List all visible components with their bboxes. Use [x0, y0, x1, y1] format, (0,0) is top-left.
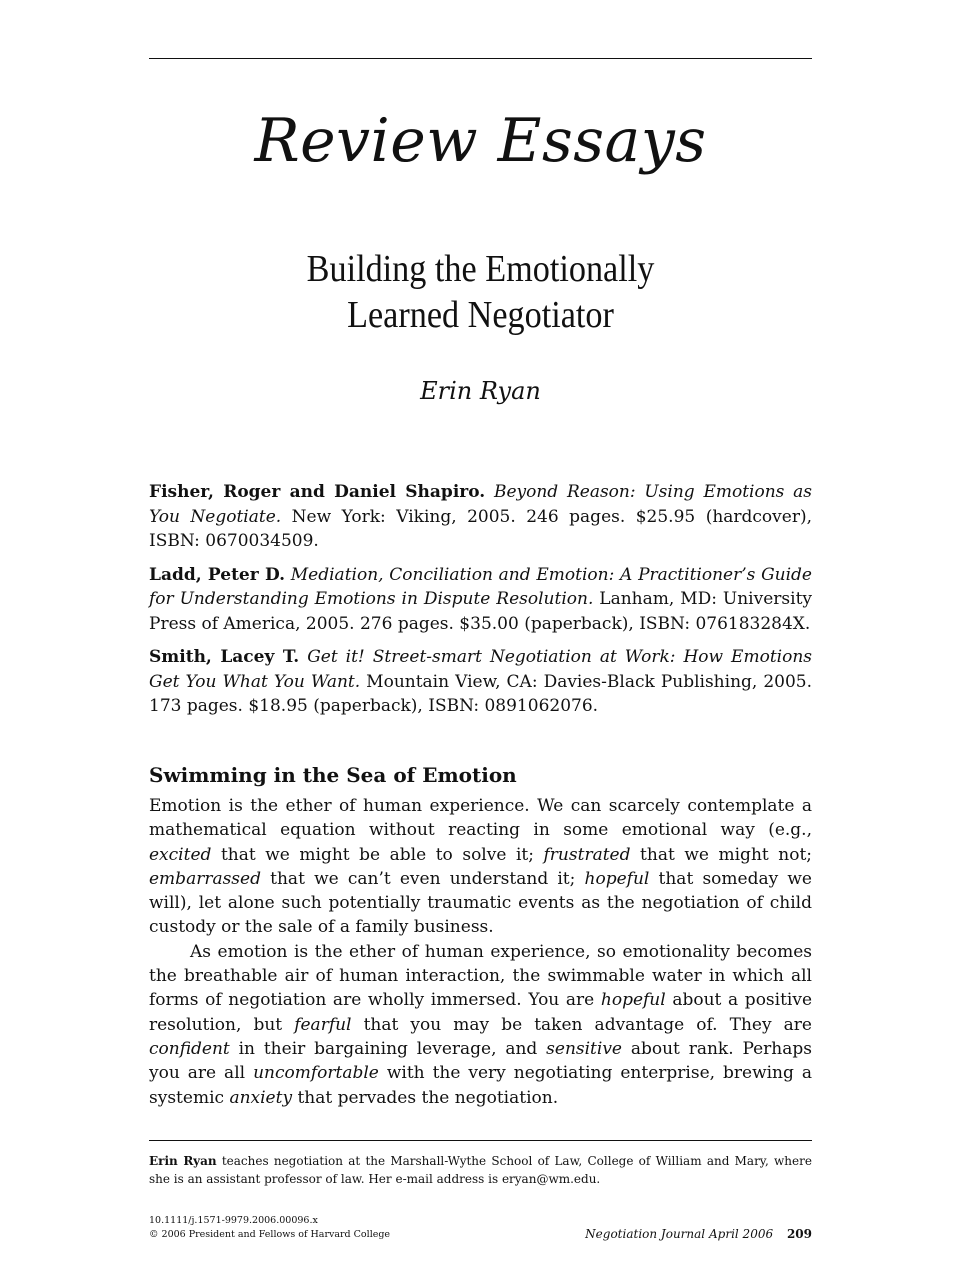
running-footer [585, 1226, 812, 1242]
emphasis: excited [149, 844, 212, 865]
emphasis: embarrassed [149, 868, 261, 889]
review-details: Mountain View, CA: Davies-Black Publishing, 2005. 173 pages. $18.95 (paperback), ISBN: 0891062076. [149, 671, 812, 716]
article-title-line-1: Building the Emotionally [306, 248, 655, 290]
section-subheading: Swimming in the Sea of Emotion [149, 763, 517, 787]
text-run: that we can’t even understand it; [270, 868, 576, 889]
review-book-title: Mediation, Conciliation and Emotion: A Practitioner’s Guide for Understanding Emotions in Dispute Resolution. [149, 564, 812, 609]
review-details: New York: Viking, 2005. 246 pages. $25.95 (hardcover), ISBN: 0670034509. [149, 506, 812, 551]
author-footnote [149, 1152, 812, 1188]
text-run: that we might be able to solve it; [220, 844, 534, 865]
emphasis: hopeful [600, 990, 666, 1011]
top-rule [149, 58, 812, 59]
page [149, 0, 812, 1280]
emphasis: uncomfortable [253, 1063, 379, 1084]
paragraph-1 [149, 794, 812, 940]
text-run: with the very negotiating enterprise, brewing a systemic [149, 1063, 813, 1108]
review-book-title: Beyond Reason: Using Emotions as You Negotiate. [149, 482, 813, 527]
emphasis: sensitive [546, 1038, 622, 1059]
body-text [149, 794, 812, 1110]
text-run: about rank. Perhaps you are all [149, 1038, 813, 1084]
article-title [182, 246, 779, 338]
text-run: that you may be taken advantage of. They are [363, 1014, 812, 1035]
review-book-title: Get it! Street-smart Negotiation at Work: How Emotions Get You What You Want. [149, 647, 812, 692]
text-run: Emotion is the ether of human experience. We can scarcely contemplate a mathematical equation without reacting in some emotional way (e.g., [149, 796, 812, 841]
footnote-rule [149, 1140, 812, 1141]
emphasis: hopeful [584, 868, 650, 889]
page-number: 209 [786, 1227, 812, 1241]
emphasis: anxiety [229, 1087, 293, 1108]
footnote-text: teaches negotiation at the Marshall-Wythe School of Law, College of William and Mary, where she is an assistant professor of law. Her e-mail address is eryan@wm.edu. [149, 1154, 812, 1186]
journal-name: Negotiation Journal [585, 1227, 706, 1241]
text-run: that someday we will), let alone such potentially traumatic events as the negotiation of child custody or the sale of a family business. [149, 868, 812, 938]
review-authors: Ladd, Peter D. [149, 564, 286, 585]
review-entry [149, 645, 812, 719]
article-title-line-2: Learned Negotiator [347, 294, 614, 336]
issue-date: April 2006 [708, 1227, 774, 1241]
text-run: that pervades the negotiation. [297, 1087, 559, 1108]
review-authors: Smith, Lacey T. [149, 647, 300, 667]
footer-left [149, 1214, 509, 1242]
review-authors: Fisher, Roger and Daniel Shapiro. [149, 482, 486, 502]
reviewed-books-list [149, 480, 812, 728]
author-name: Erin Ryan [420, 377, 541, 405]
text-run: in their bargaining leverage, and [238, 1038, 538, 1059]
emphasis: fearful [294, 1014, 352, 1035]
paragraph-2 [149, 940, 812, 1110]
footnote-author-name: Erin Ryan [149, 1154, 217, 1168]
section-heading: Review Essays [254, 106, 707, 176]
text-run: As emotion is the ether of human experience, so emotionality becomes the breathable air of human interaction, the swimmable water in which all forms of negotiation are wholly immersed. You are [149, 941, 812, 1011]
doi: 10.1111/j.1571-9979.2006.00096.x [149, 1215, 318, 1226]
review-details: Lanham, MD: University Press of America, 2005. 276 pages. $35.00 (paperback), ISBN: 076183284X. [149, 589, 813, 634]
review-entry [149, 563, 812, 637]
emphasis: frustrated [543, 844, 631, 865]
emphasis: confident [149, 1038, 230, 1059]
text-run: that we might not; [640, 844, 813, 865]
text-run: about a positive resolution, but [149, 990, 813, 1035]
review-entry [149, 480, 812, 554]
copyright: © 2006 President and Fellows of Harvard College [149, 1229, 391, 1240]
